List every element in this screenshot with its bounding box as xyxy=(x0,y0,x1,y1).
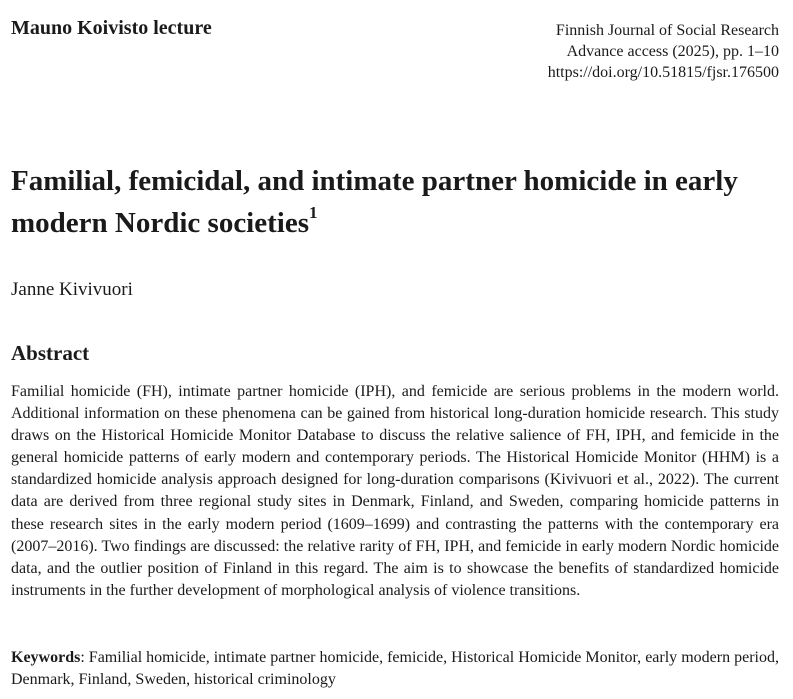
article-title xyxy=(11,160,781,244)
keywords-text: : Familial homicide, intimate partner homicide, femicide, Historical Homicide Monitor, early modern period, Denmark, Finland, Sweden, historical criminology xyxy=(11,649,779,688)
abstract-heading: Abstract xyxy=(11,341,90,365)
author-name: Janne Kivivuori xyxy=(11,279,133,300)
doi-link[interactable]: https://doi.org/10.51815/fjsr.176500 xyxy=(547,64,779,81)
abstract-text: Familial homicide (FH), intimate partner homicide (IPH), and femicide are serious problems in the modern world. Additional information on these phenomena can be gained from historical long-duration homicide research. This study draws on the Historical Homicide Monitor Database to discuss the relative salience of FH, IPH, and femicide in the general homicide patterns of early modern and contemporary periods. The Historical Homicide Monitor (HHM) is a standardized homicide analysis approach designed for long-duration comparisons (Kivivuori et al., 2022). The current data are derived from three regional study sites in Denmark, Finland, and Sweden, comparing homicide patterns in these research sites in the early modern period (1609–1699) and contrasting the patterns with the contemporary era (2007–2016). Two findings are discussed: the relative rarity of FH, IPH, and femicide in early modern Nordic homicide data, and the outlier position of Finland in this regard. The aim is to showcase the benefits of standardized homicide instruments in the further development of morphological analysis of violence transitions. xyxy=(11,383,779,599)
journal-info xyxy=(548,20,779,83)
section-label: Mauno Koivisto lecture xyxy=(11,17,212,39)
keywords-label: Keywords xyxy=(11,649,81,666)
article-title-text: Familial, femicidal, and intimate partner homicide in early modern Nordic societies xyxy=(11,165,738,239)
access-info: Advance access (2025), pp. 1–10 xyxy=(566,43,779,60)
journal-name: Finnish Journal of Social Research xyxy=(555,22,779,39)
title-footnote-marker[interactable]: 1 xyxy=(309,203,318,223)
keywords xyxy=(11,647,779,691)
